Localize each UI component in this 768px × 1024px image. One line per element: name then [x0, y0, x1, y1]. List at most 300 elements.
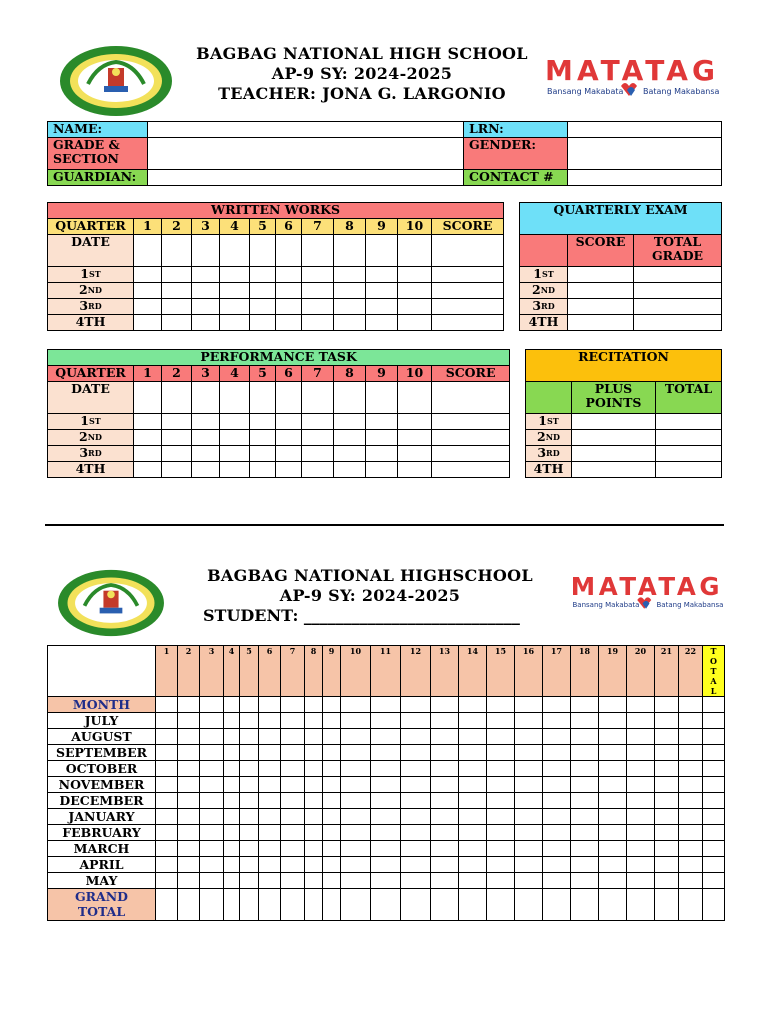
attendance-cell[interactable] [459, 873, 487, 889]
attendance-cell[interactable] [156, 857, 178, 873]
score-cell[interactable] [432, 315, 504, 331]
attendance-cell[interactable] [679, 889, 703, 921]
attendance-cell[interactable] [401, 777, 431, 793]
attendance-cell[interactable] [703, 745, 725, 761]
score-cell[interactable] [220, 430, 250, 446]
attendance-cell[interactable] [281, 761, 305, 777]
attendance-cell[interactable] [371, 889, 401, 921]
attendance-cell[interactable] [305, 825, 323, 841]
score-cell[interactable] [134, 283, 162, 299]
score-cell[interactable] [276, 462, 302, 478]
date-cell[interactable] [134, 235, 162, 267]
attendance-cell[interactable] [571, 889, 599, 921]
attendance-cell[interactable] [323, 825, 341, 841]
attendance-cell[interactable] [224, 825, 240, 841]
attendance-cell[interactable] [259, 777, 281, 793]
attendance-cell[interactable] [459, 761, 487, 777]
attendance-cell[interactable] [224, 697, 240, 713]
attendance-cell[interactable] [323, 809, 341, 825]
score-cell[interactable] [432, 299, 504, 315]
score-cell[interactable] [432, 414, 510, 430]
attendance-cell[interactable] [281, 857, 305, 873]
attendance-cell[interactable] [200, 729, 224, 745]
attendance-cell[interactable] [627, 857, 655, 873]
attendance-cell[interactable] [341, 729, 371, 745]
attendance-cell[interactable] [224, 793, 240, 809]
attendance-cell[interactable] [323, 697, 341, 713]
attendance-cell[interactable] [281, 873, 305, 889]
attendance-cell[interactable] [571, 729, 599, 745]
attendance-cell[interactable] [178, 745, 200, 761]
score-cell[interactable] [432, 267, 504, 283]
attendance-cell[interactable] [543, 841, 571, 857]
attendance-cell[interactable] [487, 841, 515, 857]
attendance-cell[interactable] [371, 841, 401, 857]
score-cell[interactable] [162, 414, 192, 430]
attendance-cell[interactable] [401, 713, 431, 729]
attendance-cell[interactable] [259, 745, 281, 761]
attendance-cell[interactable] [200, 889, 224, 921]
score-cell[interactable] [134, 430, 162, 446]
score-cell[interactable] [302, 462, 334, 478]
date-cell[interactable] [398, 382, 432, 414]
gender-field[interactable] [568, 138, 722, 170]
attendance-cell[interactable] [431, 873, 459, 889]
attendance-cell[interactable] [323, 889, 341, 921]
score-cell[interactable] [134, 414, 162, 430]
attendance-cell[interactable] [240, 841, 259, 857]
attendance-cell[interactable] [200, 697, 224, 713]
attendance-cell[interactable] [655, 713, 679, 729]
attendance-cell[interactable] [543, 825, 571, 841]
attendance-cell[interactable] [401, 841, 431, 857]
score-cell[interactable] [162, 430, 192, 446]
date-cell[interactable] [192, 235, 220, 267]
attendance-cell[interactable] [487, 889, 515, 921]
score-cell[interactable] [250, 430, 276, 446]
score-cell[interactable] [192, 462, 220, 478]
attendance-cell[interactable] [178, 841, 200, 857]
attendance-cell[interactable] [305, 809, 323, 825]
attendance-cell[interactable] [224, 713, 240, 729]
score-cell[interactable] [366, 315, 398, 331]
score-cell[interactable] [366, 299, 398, 315]
attendance-cell[interactable] [156, 761, 178, 777]
date-cell[interactable] [366, 382, 398, 414]
attendance-cell[interactable] [371, 777, 401, 793]
attendance-cell[interactable] [178, 761, 200, 777]
attendance-cell[interactable] [156, 841, 178, 857]
attendance-cell[interactable] [371, 809, 401, 825]
score-cell[interactable] [220, 414, 250, 430]
attendance-cell[interactable] [571, 841, 599, 857]
attendance-cell[interactable] [599, 841, 627, 857]
attendance-cell[interactable] [240, 825, 259, 841]
attendance-cell[interactable] [543, 713, 571, 729]
score-cell[interactable] [134, 299, 162, 315]
attendance-cell[interactable] [178, 777, 200, 793]
score-cell[interactable] [568, 299, 634, 315]
attendance-cell[interactable] [200, 873, 224, 889]
attendance-cell[interactable] [305, 761, 323, 777]
attendance-cell[interactable] [281, 729, 305, 745]
attendance-cell[interactable] [178, 713, 200, 729]
attendance-cell[interactable] [341, 713, 371, 729]
attendance-cell[interactable] [543, 793, 571, 809]
attendance-cell[interactable] [431, 841, 459, 857]
attendance-cell[interactable] [543, 745, 571, 761]
attendance-cell[interactable] [655, 697, 679, 713]
attendance-cell[interactable] [305, 889, 323, 921]
attendance-cell[interactable] [240, 713, 259, 729]
attendance-cell[interactable] [515, 793, 543, 809]
score-cell[interactable] [250, 299, 276, 315]
attendance-cell[interactable] [401, 889, 431, 921]
attendance-cell[interactable] [305, 729, 323, 745]
attendance-cell[interactable] [323, 777, 341, 793]
score-cell[interactable] [134, 446, 162, 462]
score-cell[interactable] [276, 283, 302, 299]
score-cell[interactable] [192, 430, 220, 446]
score-cell[interactable] [276, 446, 302, 462]
attendance-cell[interactable] [200, 777, 224, 793]
attendance-cell[interactable] [156, 713, 178, 729]
attendance-cell[interactable] [371, 857, 401, 873]
attendance-cell[interactable] [259, 697, 281, 713]
score-cell[interactable] [634, 315, 722, 331]
attendance-cell[interactable] [571, 793, 599, 809]
attendance-cell[interactable] [240, 777, 259, 793]
attendance-cell[interactable] [627, 745, 655, 761]
attendance-cell[interactable] [571, 761, 599, 777]
attendance-cell[interactable] [200, 825, 224, 841]
date-cell[interactable] [134, 382, 162, 414]
score-cell[interactable] [276, 430, 302, 446]
attendance-cell[interactable] [224, 889, 240, 921]
attendance-cell[interactable] [156, 809, 178, 825]
attendance-cell[interactable] [679, 729, 703, 745]
score-cell[interactable] [220, 299, 250, 315]
attendance-cell[interactable] [487, 761, 515, 777]
attendance-cell[interactable] [515, 889, 543, 921]
score-cell[interactable] [572, 462, 656, 478]
attendance-cell[interactable] [178, 729, 200, 745]
attendance-cell[interactable] [515, 745, 543, 761]
attendance-cell[interactable] [487, 857, 515, 873]
attendance-cell[interactable] [401, 857, 431, 873]
attendance-cell[interactable] [401, 745, 431, 761]
attendance-cell[interactable] [259, 713, 281, 729]
attendance-cell[interactable] [655, 761, 679, 777]
attendance-cell[interactable] [401, 729, 431, 745]
attendance-cell[interactable] [240, 745, 259, 761]
attendance-cell[interactable] [341, 793, 371, 809]
attendance-cell[interactable] [571, 777, 599, 793]
attendance-cell[interactable] [487, 873, 515, 889]
attendance-cell[interactable] [259, 809, 281, 825]
attendance-cell[interactable] [224, 857, 240, 873]
attendance-cell[interactable] [371, 729, 401, 745]
attendance-cell[interactable] [305, 745, 323, 761]
attendance-cell[interactable] [178, 857, 200, 873]
attendance-cell[interactable] [178, 809, 200, 825]
attendance-cell[interactable] [305, 793, 323, 809]
attendance-cell[interactable] [431, 777, 459, 793]
score-cell[interactable] [134, 315, 162, 331]
score-cell[interactable] [656, 462, 722, 478]
score-cell[interactable] [250, 414, 276, 430]
attendance-cell[interactable] [240, 793, 259, 809]
attendance-cell[interactable] [679, 777, 703, 793]
attendance-cell[interactable] [599, 761, 627, 777]
score-cell[interactable] [220, 462, 250, 478]
attendance-cell[interactable] [655, 857, 679, 873]
attendance-cell[interactable] [703, 777, 725, 793]
attendance-cell[interactable] [401, 825, 431, 841]
attendance-cell[interactable] [401, 793, 431, 809]
attendance-cell[interactable] [240, 889, 259, 921]
attendance-cell[interactable] [459, 889, 487, 921]
score-cell[interactable] [432, 430, 510, 446]
attendance-cell[interactable] [543, 873, 571, 889]
attendance-cell[interactable] [459, 729, 487, 745]
score-cell[interactable] [192, 267, 220, 283]
attendance-cell[interactable] [515, 713, 543, 729]
score-cell[interactable] [334, 446, 366, 462]
score-cell[interactable] [334, 430, 366, 446]
score-cell[interactable] [398, 299, 432, 315]
score-cell[interactable] [572, 446, 656, 462]
attendance-cell[interactable] [200, 841, 224, 857]
attendance-cell[interactable] [224, 729, 240, 745]
attendance-cell[interactable] [599, 777, 627, 793]
attendance-cell[interactable] [679, 841, 703, 857]
attendance-cell[interactable] [323, 729, 341, 745]
score-cell[interactable] [634, 267, 722, 283]
attendance-cell[interactable] [431, 713, 459, 729]
attendance-cell[interactable] [703, 793, 725, 809]
score-cell[interactable] [220, 315, 250, 331]
score-cell[interactable] [656, 430, 722, 446]
score-cell[interactable] [276, 315, 302, 331]
attendance-cell[interactable] [571, 697, 599, 713]
score-cell[interactable] [192, 299, 220, 315]
attendance-cell[interactable] [323, 793, 341, 809]
date-cell[interactable] [162, 382, 192, 414]
score-cell[interactable] [334, 283, 366, 299]
score-cell[interactable] [398, 446, 432, 462]
attendance-cell[interactable] [679, 809, 703, 825]
score-cell[interactable] [134, 462, 162, 478]
attendance-cell[interactable] [655, 729, 679, 745]
attendance-cell[interactable] [341, 857, 371, 873]
date-cell[interactable] [398, 235, 432, 267]
attendance-cell[interactable] [305, 841, 323, 857]
attendance-cell[interactable] [627, 809, 655, 825]
attendance-cell[interactable] [571, 873, 599, 889]
attendance-cell[interactable] [259, 729, 281, 745]
score-cell[interactable] [250, 315, 276, 331]
score-cell[interactable] [572, 430, 656, 446]
attendance-cell[interactable] [323, 857, 341, 873]
score-cell[interactable] [656, 414, 722, 430]
date-cell[interactable] [302, 235, 334, 267]
score-cell[interactable] [220, 446, 250, 462]
score-cell[interactable] [334, 267, 366, 283]
attendance-cell[interactable] [224, 809, 240, 825]
attendance-cell[interactable] [487, 713, 515, 729]
score-cell[interactable] [366, 283, 398, 299]
attendance-cell[interactable] [543, 857, 571, 873]
attendance-cell[interactable] [703, 825, 725, 841]
score-cell[interactable] [366, 430, 398, 446]
score-cell[interactable] [656, 446, 722, 462]
attendance-cell[interactable] [487, 825, 515, 841]
attendance-cell[interactable] [627, 825, 655, 841]
score-cell[interactable] [162, 315, 192, 331]
grade-section-field[interactable] [148, 138, 464, 170]
attendance-cell[interactable] [240, 809, 259, 825]
attendance-cell[interactable] [599, 825, 627, 841]
attendance-cell[interactable] [281, 713, 305, 729]
attendance-cell[interactable] [305, 713, 323, 729]
attendance-cell[interactable] [515, 809, 543, 825]
attendance-cell[interactable] [679, 713, 703, 729]
attendance-cell[interactable] [431, 809, 459, 825]
attendance-cell[interactable] [679, 761, 703, 777]
attendance-cell[interactable] [178, 825, 200, 841]
attendance-cell[interactable] [224, 873, 240, 889]
score-cell[interactable] [302, 430, 334, 446]
attendance-cell[interactable] [655, 793, 679, 809]
score-cell[interactable] [366, 462, 398, 478]
attendance-cell[interactable] [599, 697, 627, 713]
attendance-cell[interactable] [341, 777, 371, 793]
attendance-cell[interactable] [240, 729, 259, 745]
score-cell[interactable] [398, 267, 432, 283]
attendance-cell[interactable] [371, 793, 401, 809]
attendance-cell[interactable] [281, 745, 305, 761]
score-cell[interactable] [220, 283, 250, 299]
attendance-cell[interactable] [240, 761, 259, 777]
attendance-cell[interactable] [703, 809, 725, 825]
student-line[interactable]: STUDENT: ___________________________ [203, 606, 520, 625]
score-cell[interactable] [192, 414, 220, 430]
attendance-cell[interactable] [703, 889, 725, 921]
attendance-cell[interactable] [341, 809, 371, 825]
attendance-cell[interactable] [178, 873, 200, 889]
attendance-cell[interactable] [703, 841, 725, 857]
attendance-cell[interactable] [543, 777, 571, 793]
date-cell[interactable] [220, 235, 250, 267]
attendance-cell[interactable] [703, 697, 725, 713]
date-cell[interactable] [250, 235, 276, 267]
attendance-cell[interactable] [323, 745, 341, 761]
attendance-cell[interactable] [679, 697, 703, 713]
score-cell[interactable] [192, 446, 220, 462]
attendance-cell[interactable] [515, 697, 543, 713]
attendance-cell[interactable] [224, 841, 240, 857]
attendance-cell[interactable] [281, 809, 305, 825]
attendance-cell[interactable] [627, 793, 655, 809]
attendance-cell[interactable] [240, 873, 259, 889]
attendance-cell[interactable] [431, 793, 459, 809]
attendance-cell[interactable] [655, 825, 679, 841]
score-cell[interactable] [192, 315, 220, 331]
attendance-cell[interactable] [599, 729, 627, 745]
attendance-cell[interactable] [156, 825, 178, 841]
contact-field[interactable] [568, 170, 722, 186]
attendance-cell[interactable] [571, 809, 599, 825]
attendance-cell[interactable] [156, 729, 178, 745]
score-cell[interactable] [162, 446, 192, 462]
attendance-cell[interactable] [655, 777, 679, 793]
attendance-cell[interactable] [487, 729, 515, 745]
attendance-cell[interactable] [323, 841, 341, 857]
attendance-cell[interactable] [655, 889, 679, 921]
attendance-cell[interactable] [431, 825, 459, 841]
attendance-cell[interactable] [599, 809, 627, 825]
attendance-cell[interactable] [599, 745, 627, 761]
attendance-cell[interactable] [259, 825, 281, 841]
score-cell[interactable] [220, 267, 250, 283]
attendance-cell[interactable] [323, 713, 341, 729]
attendance-cell[interactable] [305, 857, 323, 873]
attendance-cell[interactable] [543, 889, 571, 921]
attendance-cell[interactable] [224, 761, 240, 777]
date-cell[interactable] [220, 382, 250, 414]
lrn-field[interactable] [568, 122, 722, 138]
date-cell[interactable] [192, 382, 220, 414]
score-cell[interactable] [250, 283, 276, 299]
attendance-cell[interactable] [627, 729, 655, 745]
score-cell[interactable] [192, 283, 220, 299]
attendance-cell[interactable] [323, 761, 341, 777]
date-cell[interactable] [334, 235, 366, 267]
score-cell[interactable] [334, 315, 366, 331]
attendance-cell[interactable] [599, 873, 627, 889]
attendance-cell[interactable] [156, 697, 178, 713]
attendance-cell[interactable] [431, 729, 459, 745]
attendance-cell[interactable] [401, 761, 431, 777]
score-cell[interactable] [572, 414, 656, 430]
attendance-cell[interactable] [341, 761, 371, 777]
score-cell[interactable] [432, 283, 504, 299]
date-cell[interactable] [162, 235, 192, 267]
attendance-cell[interactable] [240, 697, 259, 713]
score-cell[interactable] [366, 267, 398, 283]
score-cell[interactable] [162, 462, 192, 478]
attendance-cell[interactable] [178, 793, 200, 809]
score-cell[interactable] [162, 267, 192, 283]
attendance-cell[interactable] [627, 713, 655, 729]
attendance-cell[interactable] [515, 857, 543, 873]
attendance-cell[interactable] [515, 873, 543, 889]
attendance-cell[interactable] [459, 825, 487, 841]
attendance-cell[interactable] [679, 873, 703, 889]
attendance-cell[interactable] [679, 745, 703, 761]
attendance-cell[interactable] [627, 841, 655, 857]
score-cell[interactable] [250, 462, 276, 478]
date-cell[interactable] [276, 382, 302, 414]
attendance-cell[interactable] [487, 793, 515, 809]
attendance-cell[interactable] [200, 745, 224, 761]
attendance-cell[interactable] [703, 729, 725, 745]
attendance-cell[interactable] [341, 873, 371, 889]
attendance-cell[interactable] [459, 809, 487, 825]
attendance-cell[interactable] [655, 809, 679, 825]
attendance-cell[interactable] [515, 841, 543, 857]
